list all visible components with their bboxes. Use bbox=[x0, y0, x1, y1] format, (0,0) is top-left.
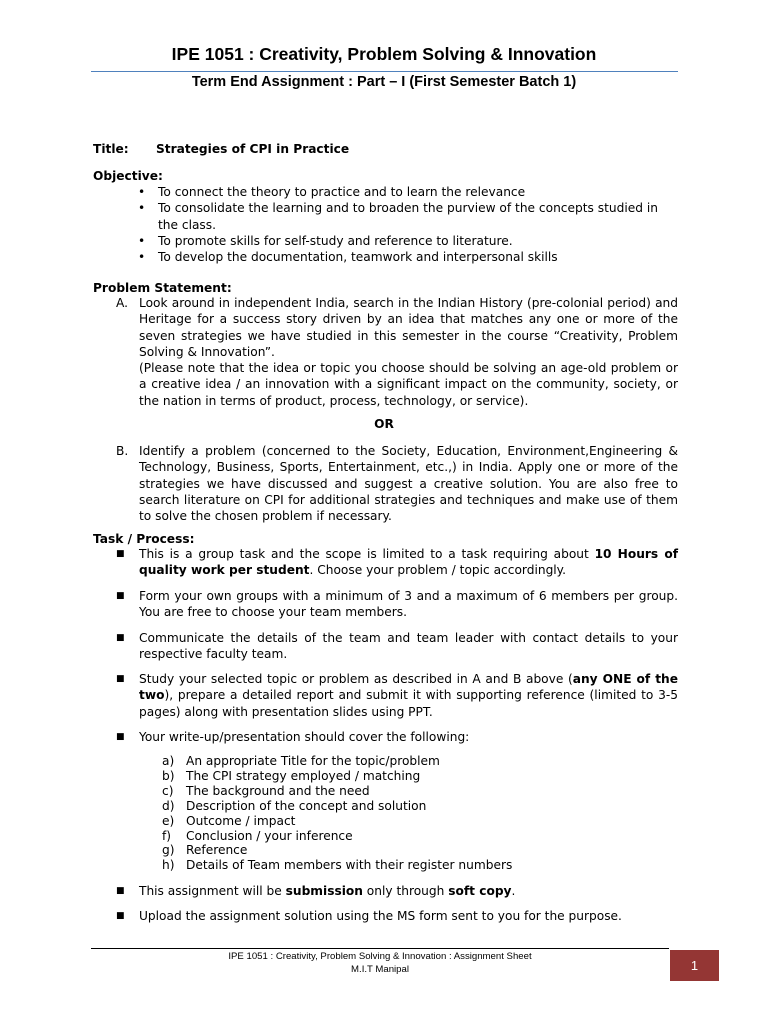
task-item: ■ Your write-up/presentation should cover the following: bbox=[116, 730, 470, 744]
list-item: e) Outcome / impact bbox=[162, 813, 296, 828]
square-bullet-icon: ■ bbox=[116, 732, 125, 742]
title-divider bbox=[91, 71, 678, 72]
document-subtitle: Term End Assignment : Part – I (First Semester Batch 1) bbox=[191, 74, 577, 90]
objective-item: • To develop the documentation, teamwork and interpersonal skills bbox=[138, 250, 558, 265]
square-bullet-icon: ■ bbox=[116, 886, 125, 896]
title-value: Strategies of CPI in Practice bbox=[156, 142, 350, 156]
footer-course-line: IPE 1051 : Creativity, Problem Solving & Innovation : Assignment Sheet bbox=[228, 951, 532, 962]
task-item: ■ Upload the assignment solution using the MS form sent to you for the purpose. bbox=[116, 909, 622, 923]
objective-item: • To consolidate the learning and to broaden the purview of the concepts studied in the class. bbox=[138, 201, 658, 232]
square-bullet-icon: ■ bbox=[116, 633, 125, 643]
task-item: ■ Study your selected topic or problem as described in A and B above (any ONE of the two), prepare a detailed report and submit it with supporting reference (limited to 3-5 pages) along with presentation slides using PPT. bbox=[116, 672, 678, 719]
bullet-icon: • bbox=[138, 185, 146, 199]
option-b-marker: B. bbox=[116, 444, 129, 458]
list-item: h) Details of Team members with their register numbers bbox=[162, 858, 513, 873]
option-a-note: (Please note that the idea or topic you choose should be solving an age-old problem or a creative idea / an innovation with a significant impact on the community, society, or the nation in terms of product, process, technology, or service). bbox=[139, 361, 678, 408]
problem-option-b bbox=[116, 443, 678, 524]
objective-item: • To promote skills for self-study and reference to literature. bbox=[138, 233, 513, 248]
title-label: Title: bbox=[93, 142, 129, 156]
square-bullet-icon: ■ bbox=[116, 674, 125, 684]
writeup-checklist bbox=[162, 754, 512, 873]
list-item: c) The background and the need bbox=[162, 783, 370, 798]
page-number-badge: 1 bbox=[670, 950, 719, 981]
or-separator: OR bbox=[374, 417, 394, 431]
list-item: a) An appropriate Title for the topic/problem bbox=[162, 754, 440, 768]
square-bullet-icon: ■ bbox=[116, 549, 125, 559]
objective-item: • To connect the theory to practice and to learn the relevance bbox=[138, 185, 526, 199]
bullet-icon: • bbox=[138, 233, 146, 248]
option-a-text: Look around in independent India, search in the Indian History (pre-colonial period) and Heritage for a success story driven by an idea that matches any one or more of the seven strategies we have studied in this semester in the course “Creativity, Problem Solving & Innovation”. bbox=[139, 296, 678, 359]
bullet-icon: • bbox=[138, 250, 146, 265]
objective-heading: Objective: bbox=[93, 169, 163, 183]
footer bbox=[91, 950, 669, 976]
bullet-icon: • bbox=[138, 201, 146, 216]
list-item: d) Description of the concept and solution bbox=[162, 798, 427, 813]
square-bullet-icon: ■ bbox=[116, 591, 125, 601]
footer-divider bbox=[91, 948, 669, 949]
task-item: ■ Communicate the details of the team and team leader with contact details to your respective faculty team. bbox=[116, 631, 678, 662]
objective-list bbox=[138, 184, 678, 265]
problem-statement-heading: Problem Statement: bbox=[93, 281, 232, 295]
list-item: f) Conclusion / your inference bbox=[162, 828, 353, 843]
list-item: g) Reference bbox=[162, 843, 248, 858]
footer-institute-line: M.I.T Manipal bbox=[351, 964, 409, 975]
problem-option-a bbox=[116, 295, 678, 409]
task-item: ■ This is a group task and the scope is limited to a task requiring about 10 Hours of quality work per student. Choose your problem / topic accordingly. bbox=[116, 547, 678, 578]
square-bullet-icon: ■ bbox=[116, 911, 125, 921]
option-a-marker: A. bbox=[116, 296, 128, 310]
list-item: b) The CPI strategy employed / matching bbox=[162, 768, 421, 783]
task-item: ■ Form your own groups with a minimum of 3 and a maximum of 6 members per group. You are free to choose your team members. bbox=[116, 589, 678, 620]
task-item: ■ This assignment will be submission only through soft copy. bbox=[116, 884, 516, 898]
document-title: IPE 1051 : Creativity, Problem Solving & Innovation bbox=[171, 44, 597, 64]
option-b-text: Identify a problem (concerned to the Society, Education, Environment,Engineering & Technology, Business, Sports, Entertainment, etc.,) in India. Apply one or more of the strategies we have discussed and suggest a creative solution. You are also free to search literature on CPI for additional strategies and techniques and make use of them to solve the chosen problem if necessary. bbox=[139, 444, 678, 524]
assignment-title-row bbox=[93, 141, 349, 157]
task-process-heading: Task / Process: bbox=[93, 532, 195, 546]
